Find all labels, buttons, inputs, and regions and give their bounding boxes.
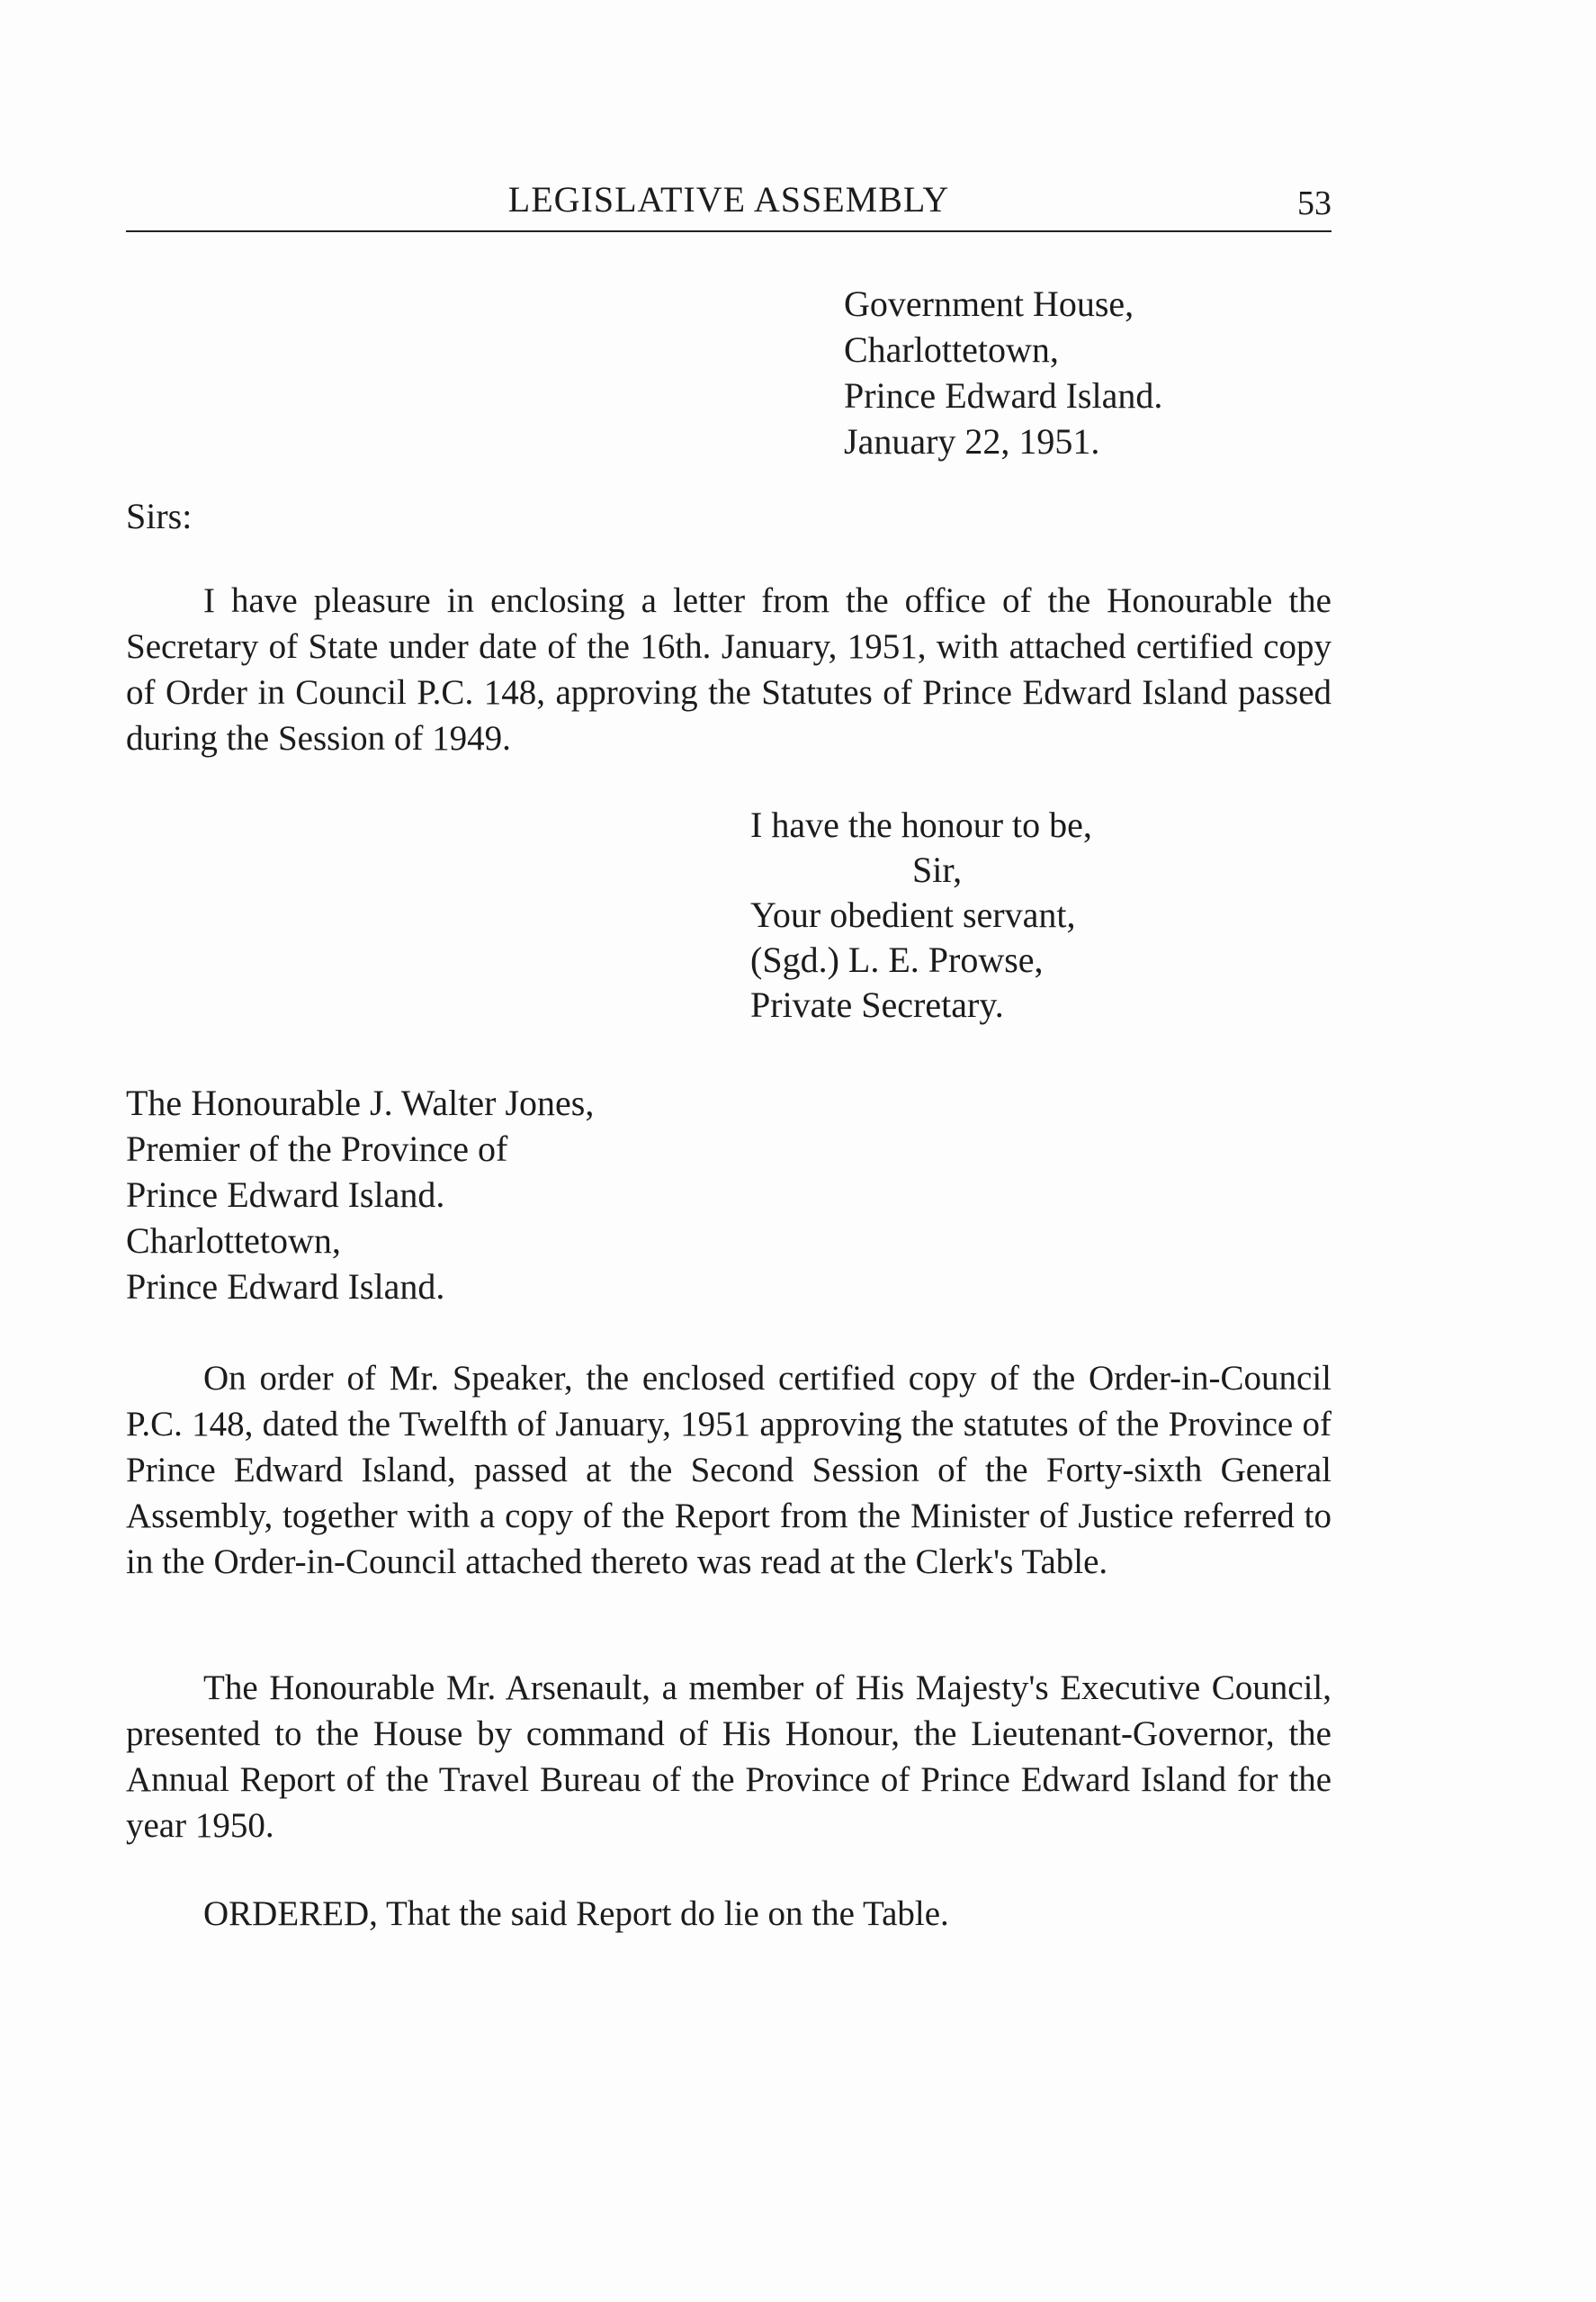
letter-closing bbox=[750, 803, 1092, 1028]
page-number: 53 bbox=[1297, 184, 1331, 222]
recipient-line: The Honourable J. Walter Jones, bbox=[126, 1083, 595, 1123]
letter-body: I have pleasure in enclosing a letter from the office of the Honourable the Secretary of State under date of the 16th. January, 1951, with attached certified copy of Order in Council P.C. 148, approving the Statutes of Prince Edward Island passed during the Session of 1949. bbox=[126, 581, 1331, 758]
recipient-address bbox=[126, 1080, 594, 1309]
ordered-statement: ORDERED, That the said Report do lie on the Table. bbox=[203, 1894, 949, 1933]
header-title: LEGISLATIVE ASSEMBLY bbox=[507, 179, 950, 220]
salutation: Sirs: bbox=[126, 496, 193, 536]
closing-line: Your obedient servant, bbox=[750, 895, 1076, 935]
address-date: January 22, 1951. bbox=[844, 421, 1100, 462]
recipient-line: Prince Edward Island. bbox=[126, 1174, 445, 1215]
address-line: Government House, bbox=[844, 283, 1134, 324]
signature-line: (Sgd.) L. E. Prowse, bbox=[750, 940, 1044, 980]
address-line: Prince Edward Island. bbox=[844, 375, 1163, 416]
closing-line: Sir, bbox=[912, 850, 963, 890]
closing-title: Private Secretary. bbox=[750, 985, 1004, 1025]
header-rule bbox=[126, 230, 1331, 232]
letter-address bbox=[844, 281, 1162, 464]
closing-line: I have the honour to be, bbox=[750, 805, 1092, 845]
recipient-line: Charlottetown, bbox=[126, 1220, 341, 1261]
recipient-line: Premier of the Province of bbox=[126, 1129, 508, 1169]
address-line: Charlottetown, bbox=[844, 329, 1059, 370]
recipient-line: Prince Edward Island. bbox=[126, 1266, 445, 1307]
page-header bbox=[126, 176, 1331, 227]
paragraph-report: The Honourable Mr. Arsenault, a member of His Majesty's Executive Council, presented to the House by command of His Honour, the Lieutenant-Governor, the Annual Report of the Travel Bureau of the Province of Prince Edward Island for the year 1950. bbox=[126, 1668, 1331, 1845]
paragraph-speaker: On order of Mr. Speaker, the enclosed certified copy of the Order-in-Council P.C. 148, dated the Twelfth of January, 1951 approving the statutes of the Province of Prince Edward Island, passed at the Second Session of the Forty-sixth General Assembly, together with a copy of the Report from the Minister of Justice referred to in the Order-in-Council attached thereto was read at the Clerk's Table. bbox=[126, 1359, 1331, 1581]
